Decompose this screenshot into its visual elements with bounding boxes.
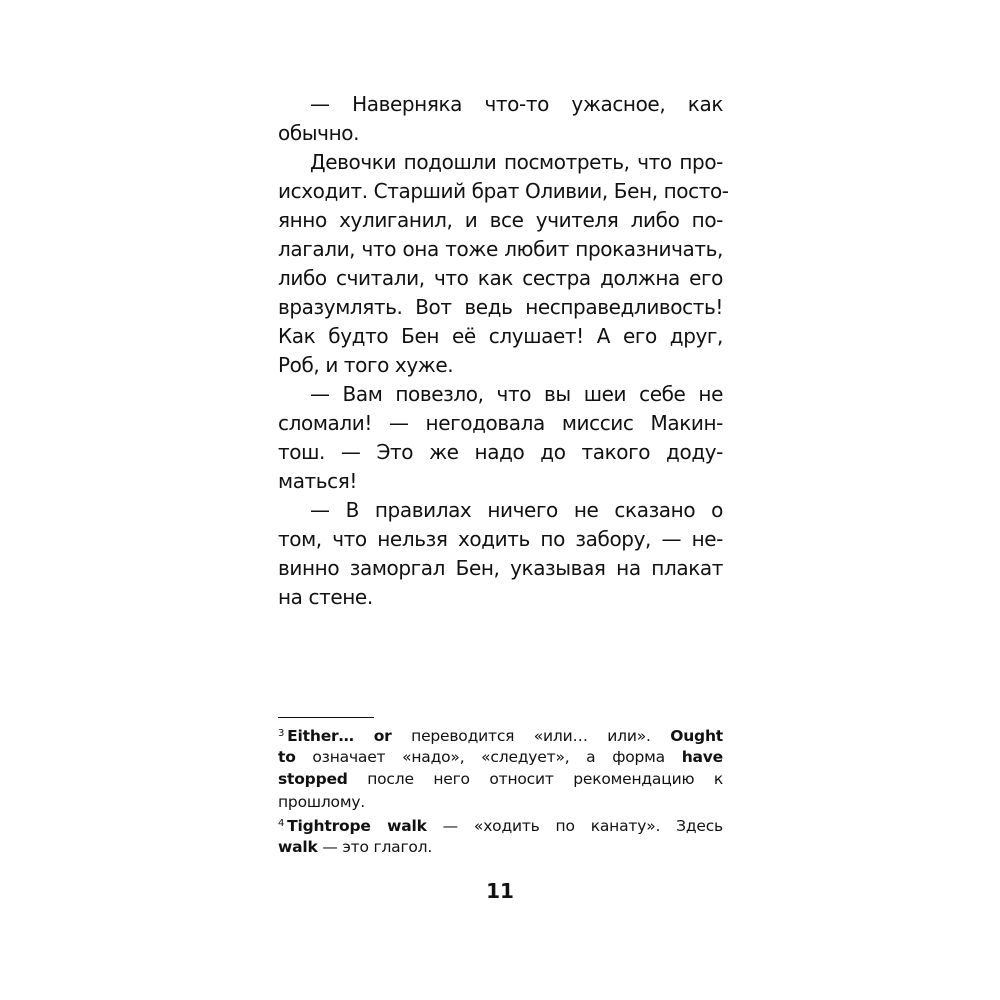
footnote-3-term-either-or: Either… or xyxy=(287,727,392,745)
footnote-3-line-3 xyxy=(278,768,723,791)
footnote-3-text-1: переводится «или… или». xyxy=(391,727,671,745)
text-line-14: маться! xyxy=(278,469,358,493)
footnote-3-term-have: have xyxy=(681,747,723,766)
text-line-9: Как будто Бен её слушает! А его друг, xyxy=(278,324,723,348)
text-line-3: Девочки подошли посмотреть, что про- xyxy=(310,150,723,174)
footnote-3-line-4: прошлому. xyxy=(278,792,366,811)
footnote-3-text-3: после него относит рекомендацию к xyxy=(347,770,723,788)
footnote-4-term-walk: walk xyxy=(278,837,318,856)
footnote-4-text-1: — «ходить по канату». Здесь xyxy=(426,817,723,835)
footnote-divider xyxy=(278,717,374,718)
text-line-8: вразумлять. Вот ведь несправедливость! xyxy=(278,295,723,319)
footnotes xyxy=(278,717,723,858)
text-line-11: — Вам повезло, что вы шеи себе не xyxy=(310,382,723,406)
footnote-3-term-stopped: stopped xyxy=(278,770,348,788)
text-line-17: винно заморгал Бен, указывая на плакат xyxy=(278,556,723,580)
text-line-2: обычно. xyxy=(278,121,360,145)
footnote-3-line-1 xyxy=(278,723,723,746)
footnote-4-line-2 xyxy=(278,836,723,859)
footnote-3-line-2 xyxy=(278,746,723,769)
text-line-18: на стене. xyxy=(278,585,373,609)
text-line-13: тош. — Это же надо до такого доду- xyxy=(278,440,723,464)
main-text xyxy=(278,90,729,612)
footnote-3-text-2: означает «надо», «следует», а форма xyxy=(295,747,682,766)
footnote-4-term-tightrope-walk: Tightrope walk xyxy=(287,817,427,835)
text-line-1: — Наверняка что-то ужасное, как xyxy=(310,92,723,116)
footnote-4-text-2: — это глагол. xyxy=(317,837,433,856)
text-line-4: исходит. Старший брат Оливии, Бен, посто- xyxy=(278,179,729,203)
footnote-mark-4: 4 xyxy=(278,818,285,829)
page-body xyxy=(278,90,729,612)
text-line-15: — В правилах ничего не сказано о xyxy=(310,498,723,522)
footnote-3-term-to: to xyxy=(278,747,296,766)
text-line-6: лагали, что она тоже любит проказничать, xyxy=(278,237,723,261)
text-line-16: том, что нельзя ходить по забору, — не- xyxy=(278,527,723,551)
page-number: 11 xyxy=(486,879,514,903)
text-line-10: Роб, и того хуже. xyxy=(278,353,454,377)
footnote-4-line-1 xyxy=(278,813,723,836)
text-line-5: янно хулиганил, и все учителя либо по- xyxy=(278,208,723,232)
footnote-mark-3: 3 xyxy=(278,728,285,739)
text-line-12: сломали! — негодовала миссис Макин- xyxy=(278,411,723,435)
footnote-3-term-ought: Ought xyxy=(670,727,723,745)
text-line-7: либо считали, что как сестра должна его xyxy=(278,266,723,290)
